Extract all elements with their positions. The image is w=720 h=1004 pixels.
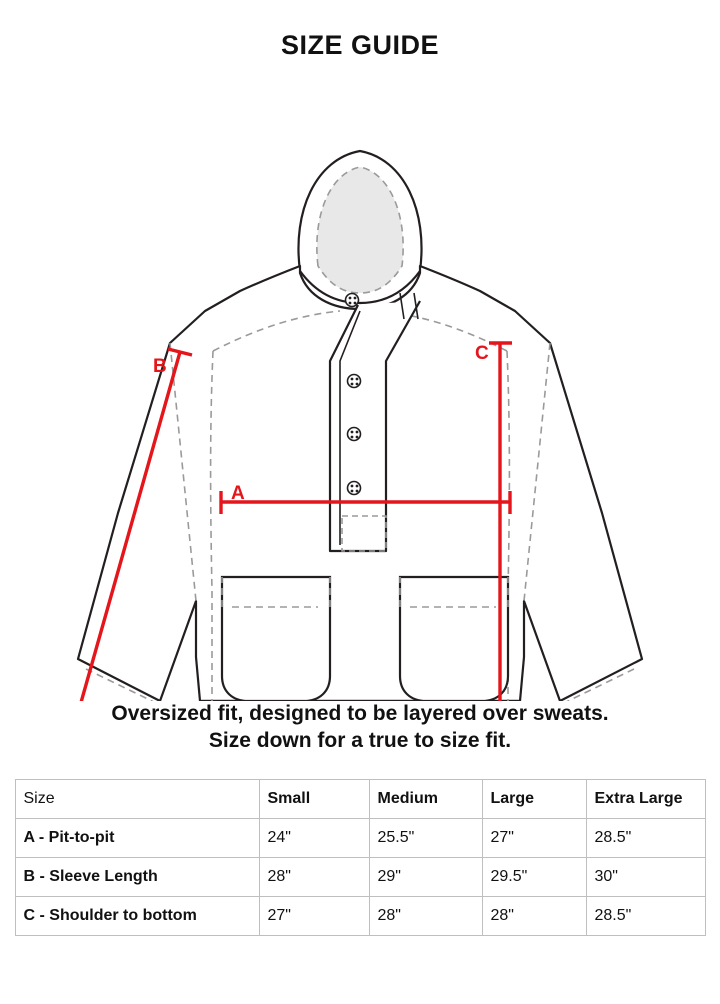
size-table-body	[15, 818, 705, 935]
header-small: Small	[259, 779, 369, 818]
left-pocket	[222, 577, 330, 701]
size-table	[15, 779, 706, 936]
cell-b-extra-large: 30"	[586, 857, 705, 896]
cell-b-large: 29.5"	[482, 857, 586, 896]
measure-c-label: C	[475, 343, 489, 364]
row-label-b: B - Sleeve Length	[15, 857, 259, 896]
cell-b-medium: 29"	[369, 857, 482, 896]
button-3	[348, 428, 361, 441]
hood-group	[298, 151, 421, 303]
header-extra-large: Extra Large	[586, 779, 705, 818]
fit-caption-line-2: Size down for a true to size fit.	[208, 728, 512, 752]
button-1	[346, 294, 359, 307]
table-row	[15, 857, 705, 896]
header-large: Large	[482, 779, 586, 818]
page-title: SIZE GUIDE	[280, 30, 440, 60]
size-table-head	[15, 779, 705, 818]
button-2	[348, 375, 361, 388]
cell-b-small: 28"	[259, 857, 369, 896]
garment-diagram	[0, 61, 720, 701]
cell-a-extra-large: 28.5"	[586, 818, 705, 857]
fit-caption	[0, 701, 720, 755]
measure-a-label: A	[231, 483, 245, 504]
cell-c-extra-large: 28.5"	[586, 896, 705, 935]
cell-a-medium: 25.5"	[369, 818, 482, 857]
cell-a-large: 27"	[482, 818, 586, 857]
row-label-a: A - Pit-to-pit	[15, 818, 259, 857]
header-size: Size	[15, 779, 259, 818]
cell-c-small: 27"	[259, 896, 369, 935]
table-row	[15, 818, 705, 857]
cell-c-medium: 28"	[369, 896, 482, 935]
garment-svg	[0, 61, 720, 701]
cell-c-large: 28"	[482, 896, 586, 935]
button-4	[348, 482, 361, 495]
table-row	[15, 896, 705, 935]
measure-b-label: B	[153, 356, 167, 377]
table-header-row	[15, 779, 705, 818]
header-medium: Medium	[369, 779, 482, 818]
fit-caption-line-1: Oversized fit, designed to be layered over sweats.	[111, 702, 609, 725]
right-pocket	[400, 577, 508, 701]
row-label-c: C - Shoulder to bottom	[15, 896, 259, 935]
cell-a-small: 24"	[259, 818, 369, 857]
